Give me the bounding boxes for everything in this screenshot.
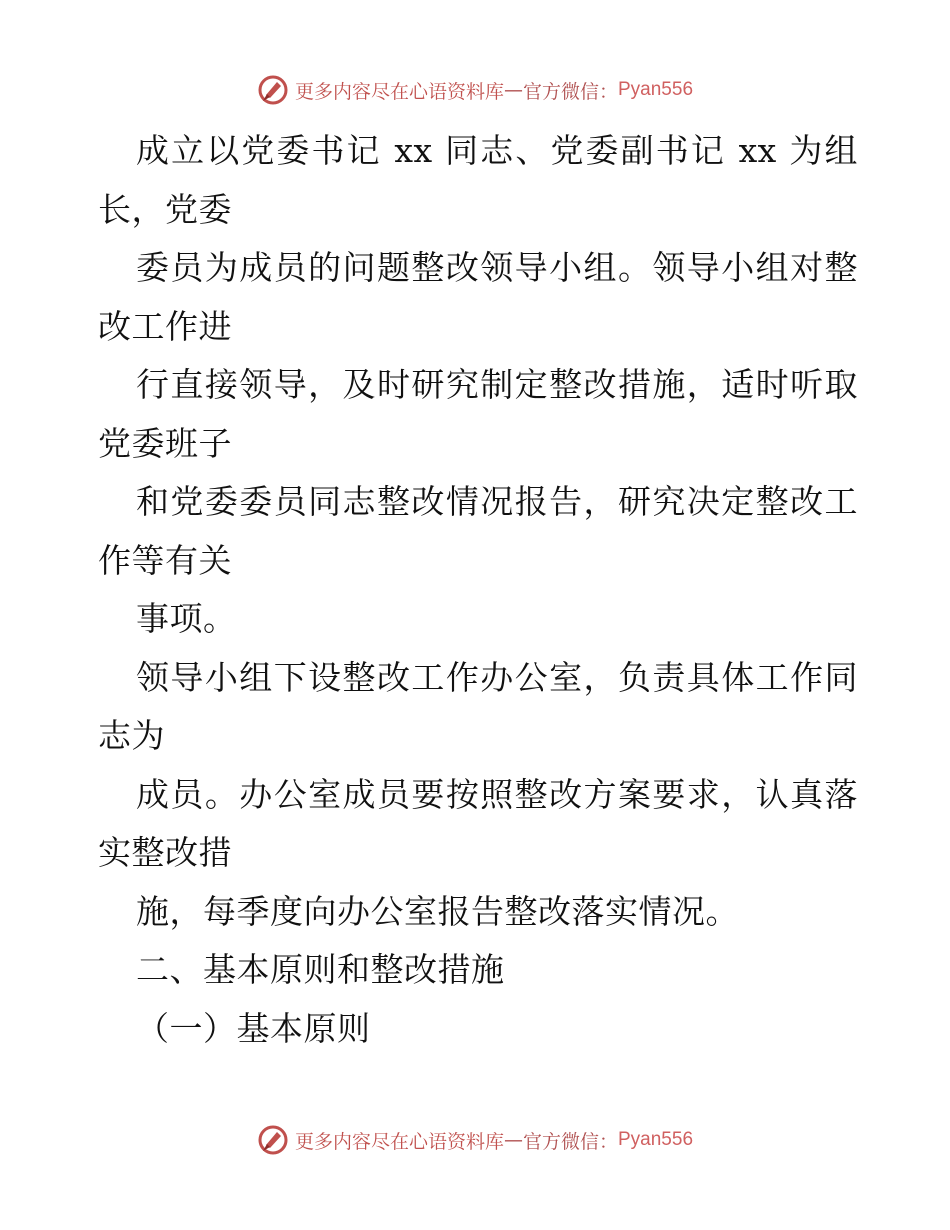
body-line: 长，党委 [98,189,232,229]
watermark-separator: — [503,1129,523,1151]
watermark-sub-text: 官方微信： [522,1130,618,1153]
watermark-main-text: 更多内容尽在心语资料库 [294,80,504,103]
body-line: 施，每季度向办公室报告整改落实情况。 [136,891,739,931]
watermark-sub-text: 官方微信： [522,80,618,103]
body-line: 实整改措 [98,833,232,872]
section-heading: 二、基本原则和整改措施 [136,950,505,989]
body-line: 事项。 [136,599,237,638]
body-line: 行直接领导，及时研究制定整改措施，适时听取 [136,365,858,404]
watermark-account: Pyan556 [618,1129,694,1150]
body-line: 作等有关 [98,540,232,580]
body-line: 成立以党委书记 xx 同志、党委副书记 xx 为组 [136,131,858,170]
watermark-account: Pyan556 [618,79,694,100]
body-line: 和党委委员同志整改情况报告，研究决定整改工 [136,482,858,521]
body-line: 党委班子 [98,423,232,463]
body-line: 改工作进 [98,306,232,346]
body-line: 志为 [98,716,165,755]
document-body [98,122,858,1058]
body-line: 委员为成员的问题整改领导小组。领导小组对整 [136,248,858,287]
body-line: 成员。办公室成员要按照整改方案要求，认真落 [136,774,858,814]
footer-watermark [0,1120,950,1160]
header-watermark [0,70,950,110]
brand-logo-icon [257,74,289,106]
watermark-main-text: 更多内容尽在心语资料库 [294,1130,504,1153]
subsection-heading: （一）基本原则 [136,1008,371,1048]
body-line: 领导小组下设整改工作办公室，负责具体工作同 [136,657,858,697]
brand-logo-icon [257,1124,289,1156]
watermark-separator: — [503,79,523,101]
